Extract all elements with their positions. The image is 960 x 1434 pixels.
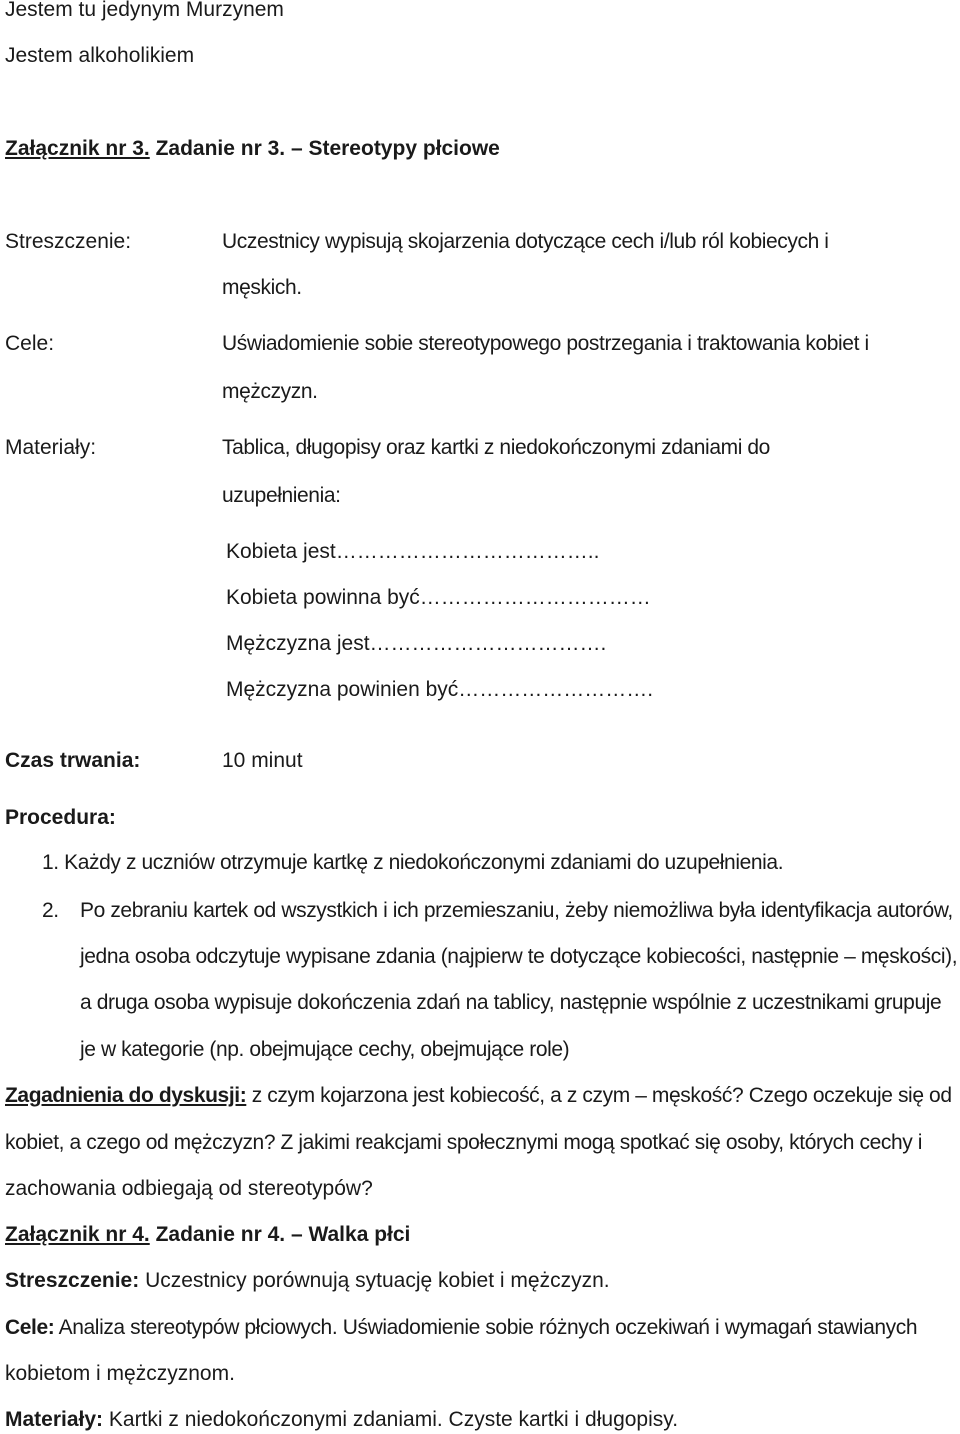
procedure-step-2-number: 2. bbox=[42, 899, 59, 922]
materialy-text-line-1: Tablica, długopisy oraz kartki z niedokończonymi zdaniami do bbox=[222, 436, 770, 459]
discussion-line-2: kobiet, a czego od mężczyzn? Z jakimi reakcjami społecznymi mogą spotkać się osoby, których cechy i bbox=[5, 1131, 923, 1154]
sentence-mezczyzna-powinien: Mężczyzna powinien być………………………. bbox=[226, 678, 654, 701]
procedure-step-2-line-4: je w kategorie (np. obejmujące cechy, obejmujące role) bbox=[80, 1038, 570, 1061]
cele-text-line-1: Uświadomienie sobie stereotypowego postrzegania i traktowania kobiet i bbox=[222, 332, 869, 355]
materialy-text-line-2: uzupełnienia: bbox=[222, 484, 341, 507]
zal4-streszczenie-text: Uczestnicy porównują sytuację kobiet i mężczyzn. bbox=[139, 1269, 610, 1292]
label-cele: Cele: bbox=[5, 332, 55, 355]
section-title-zal4-prefix: Załącznik nr 4. bbox=[5, 1223, 150, 1246]
heading-line-1: Jestem tu jedynym Murzynem bbox=[5, 0, 284, 21]
streszczenie-line-1: Uczestnicy wypisują skojarzenia dotyczące cech i/lub ról kobiecych i bbox=[222, 230, 829, 253]
label-materialy: Materiały: bbox=[5, 436, 97, 459]
streszczenie-text-line-2: męskich. bbox=[222, 276, 302, 299]
section-title-zal3 bbox=[5, 137, 500, 161]
section-title-zal4-rest: Zadanie nr 4. – Walka płci bbox=[149, 1223, 411, 1246]
sentence-kobieta-powinna: Kobieta powinna być…………………………… bbox=[226, 586, 651, 609]
czas-trwania-value: 10 minut bbox=[222, 749, 303, 772]
zal4-materialy-text: Kartki z niedokończonymi zdaniami. Czyste kartki i długopisy. bbox=[103, 1408, 679, 1431]
streszczenie-text-line-1 bbox=[222, 230, 842, 254]
zal4-cele-line-2: kobietom i mężczyznom. bbox=[5, 1362, 235, 1385]
sentence-kobieta-jest: Kobieta jest……………………………….. bbox=[226, 540, 600, 563]
zal4-cele-text: Analiza stereotypów płciowych. Uświadomienie sobie różnych oczekiwań i wymagań stawianych bbox=[54, 1316, 918, 1339]
discussion-line-1 bbox=[5, 1084, 952, 1108]
procedure-step-2-line-3: a druga osoba wypisuje dokończenia zdań na tablicy, następnie wspólnie z uczestnikami grupuje bbox=[80, 991, 942, 1014]
heading-line-2: Jestem alkoholikiem bbox=[5, 44, 195, 67]
discussion-line-3: zachowania odbiegają od stereotypów? bbox=[5, 1177, 373, 1200]
section-title-zal4 bbox=[5, 1223, 410, 1247]
zal4-streszczenie-label: Streszczenie: bbox=[5, 1269, 140, 1292]
zal4-materialy bbox=[5, 1408, 678, 1432]
section-title-prefix: Załącznik nr 3. bbox=[5, 137, 150, 160]
procedure-step-1: 1. Każdy z uczniów otrzymuje kartkę z niedokończonymi zdaniami do uzupełnienia. bbox=[42, 851, 784, 874]
section-title-rest: Zadanie nr 3. – Stereotypy płciowe bbox=[149, 137, 500, 160]
zal4-materialy-label: Materiały: bbox=[5, 1408, 104, 1431]
zal4-cele-label: Cele: bbox=[5, 1316, 55, 1339]
cele-text-line-2: mężczyzn. bbox=[222, 380, 318, 403]
label-procedura: Procedura: bbox=[5, 806, 116, 829]
label-streszczenie: Streszczenie: bbox=[5, 230, 132, 253]
label-czas-trwania: Czas trwania: bbox=[5, 749, 141, 772]
sentence-mezczyzna-jest: Mężczyzna jest……………………………. bbox=[226, 632, 607, 655]
procedure-step-2-line-2: jedna osoba odczytuje wypisane zdania (najpierw te dotyczące kobiecości, następnie – męskości), bbox=[80, 945, 958, 968]
zal4-streszczenie bbox=[5, 1269, 610, 1293]
discussion-label: Zagadnienia do dyskusji: bbox=[5, 1084, 247, 1107]
procedure-step-2-line-1: Po zebraniu kartek od wszystkich i ich przemieszaniu, żeby niemożliwa była identyfikacja autorów, bbox=[80, 899, 953, 922]
discussion-text-1: z czym kojarzona jest kobiecość, a z czym – męskość? Czego oczekuje się od bbox=[246, 1084, 952, 1107]
zal4-cele bbox=[5, 1316, 917, 1340]
